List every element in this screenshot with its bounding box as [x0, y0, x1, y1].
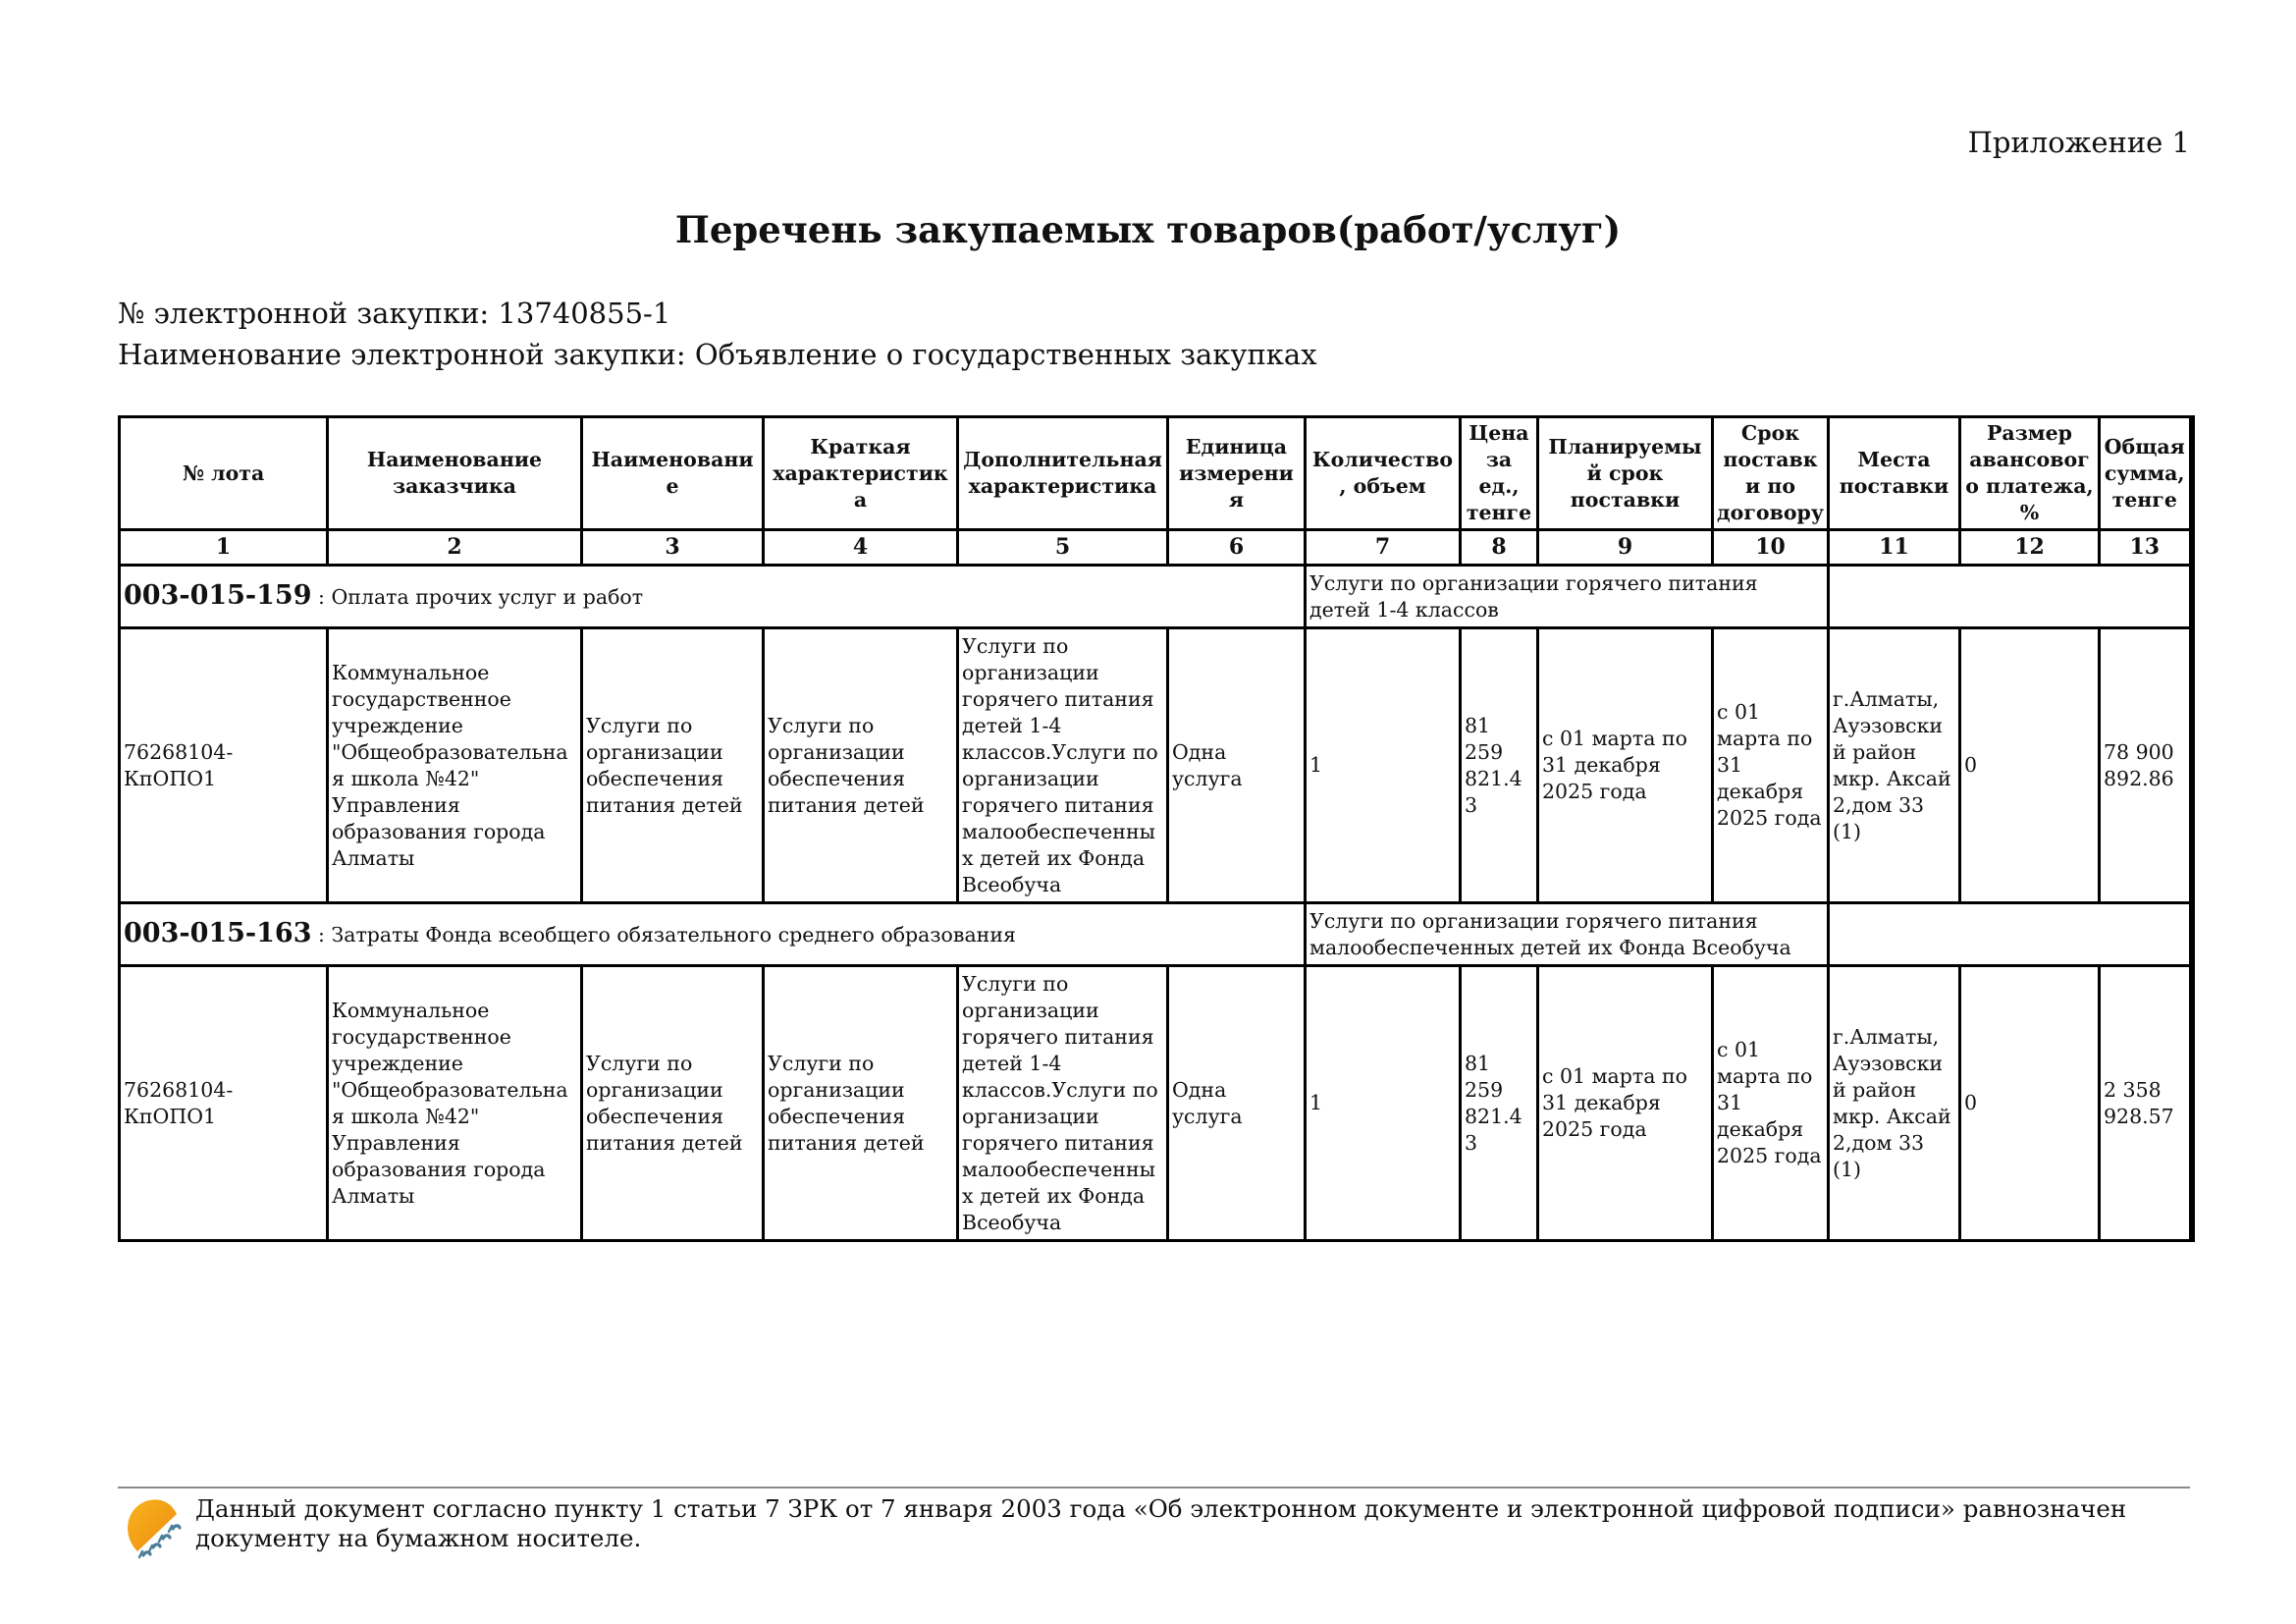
budget-description: Оплата прочих услуг и работ — [331, 585, 644, 609]
cell-total-sum: 78 900 892.86 — [2100, 628, 2192, 903]
cell-unit: Одна услуга — [1168, 628, 1306, 903]
cell-unit-price: 81 259 821.43 — [1461, 628, 1538, 903]
column-header: Срок поставки по договору — [1713, 417, 1829, 530]
cell-extra-description: Услуги по организации горячего питания детей 1-4 классов.Услуги по организации горячего питания малообеспеченных детей их Фонда Всеобуча — [958, 628, 1168, 903]
cell-delivery-place: г.Алматы, Ауэзовский район мкр. Аксай 2,дом 33 (1) — [1829, 628, 1960, 903]
cell-customer: Коммунальное государственное учреждение "Общеобразовательная школа №42" Управления образования города Алматы — [328, 966, 582, 1241]
cell-total-sum: 2 358 928.57 — [2100, 966, 2192, 1241]
budget-group-row — [120, 903, 2192, 966]
column-header: Краткая характеристика — [764, 417, 958, 530]
column-header: Количество, объем — [1306, 417, 1461, 530]
legal-notice: Данный документ согласно пункту 1 статьи 7 ЗРК от 7 января 2003 года «Об электронном документе и электронной цифровой подписи» равнозначен документу на бумажном носителе. — [195, 1494, 2127, 1552]
budget-separator: : — [311, 585, 332, 609]
group-service: Услуги по организации горячего питания детей 1-4 классов — [1306, 566, 1829, 628]
cell-advance-percent: 0 — [1960, 966, 2100, 1241]
column-header: Места поставки — [1829, 417, 1960, 530]
column-header: Цена за ед., тенге — [1461, 417, 1538, 530]
procurement-name-line — [118, 338, 1317, 371]
procurement-name-label: Наименование электронной закупки: — [118, 338, 686, 371]
cell-delivery-place: г.Алматы, Ауэзовский район мкр. Аксай 2,дом 33 (1) — [1829, 966, 1960, 1241]
cell-name: Услуги по организации обеспечения питания детей — [582, 628, 764, 903]
cell-contract-term: с 01 марта по 31 декабря 2025 года — [1713, 628, 1829, 903]
cell-planned-term: с 01 марта по 31 декабря 2025 года — [1538, 966, 1713, 1241]
cell-lot-number: 76268104-КпОПО1 — [120, 966, 328, 1241]
column-header: Дополнительная характеристика — [958, 417, 1168, 530]
budget-code: 003-015-159 — [124, 580, 312, 611]
budget-separator: : — [311, 923, 332, 947]
cell-lot-number: 76268104-КпОПО1 — [120, 628, 328, 903]
column-header: Наименование — [582, 417, 764, 530]
budget-group-row — [120, 566, 2192, 628]
column-number-row — [120, 530, 2192, 566]
cell-planned-term: с 01 марта по 31 декабря 2025 года — [1538, 628, 1713, 903]
cell-contract-term: с 01 марта по 31 декабря 2025 года — [1713, 966, 1829, 1241]
column-number: 12 — [1960, 530, 2100, 566]
column-number: 4 — [764, 530, 958, 566]
column-number: 13 — [2100, 530, 2192, 566]
cell-advance-percent: 0 — [1960, 628, 2100, 903]
column-number: 3 — [582, 530, 764, 566]
column-number: 8 — [1461, 530, 1538, 566]
cell-unit-price: 81 259 821.43 — [1461, 966, 1538, 1241]
group-empty-cell — [1829, 566, 2192, 628]
table-row — [120, 628, 2192, 903]
column-number: 6 — [1168, 530, 1306, 566]
column-number: 7 — [1306, 530, 1461, 566]
appendix-label: Приложение 1 — [1967, 126, 2190, 159]
column-number: 11 — [1829, 530, 1960, 566]
procurement-number-value: 13740855-1 — [498, 297, 671, 330]
cell-quantity: 1 — [1306, 628, 1461, 903]
budget-code: 003-015-163 — [124, 918, 312, 948]
column-header: Наименование заказчика — [328, 417, 582, 530]
column-header: Размер авансового платежа, % — [1960, 417, 2100, 530]
column-header: Общая сумма, тенге — [2100, 417, 2192, 530]
group-service: Услуги по организации горячего питания малообеспеченных детей их Фонда Всеобуча — [1306, 903, 1829, 966]
cell-customer: Коммунальное государственное учреждение "Общеобразовательная школа №42" Управления образования города Алматы — [328, 628, 582, 903]
column-number: 2 — [328, 530, 582, 566]
budget-group-cell — [120, 566, 1306, 628]
group-empty-cell — [1829, 903, 2192, 966]
cell-unit: Одна услуга — [1168, 966, 1306, 1241]
footer-divider — [118, 1487, 2190, 1489]
table-row — [120, 966, 2192, 1241]
lots-table — [118, 415, 2195, 1242]
budget-description: Затраты Фонда всеобщего обязательного среднего образования — [331, 923, 1016, 947]
cell-short-description: Услуги по организации обеспечения питания детей — [764, 628, 958, 903]
cell-quantity: 1 — [1306, 966, 1461, 1241]
header-row — [120, 417, 2192, 530]
column-header: Планируемый срок поставки — [1538, 417, 1713, 530]
column-number: 5 — [958, 530, 1168, 566]
procurement-number-line — [118, 297, 670, 330]
budget-group-cell — [120, 903, 1306, 966]
document-title: Перечень закупаемых товаров(работ/услуг) — [674, 208, 1622, 251]
procurement-number-label: № электронной закупки: — [118, 297, 490, 330]
cell-extra-description: Услуги по организации горячего питания детей 1-4 классов.Услуги по организации горячего питания малообеспеченных детей их Фонда Всеобуча — [958, 966, 1168, 1241]
egov-sun-logo-icon — [122, 1494, 187, 1559]
column-header: Единица измерения — [1168, 417, 1306, 530]
column-header: № лота — [120, 417, 328, 530]
procurement-name-value: Объявление о государственных закупках — [694, 338, 1317, 371]
column-number: 9 — [1538, 530, 1713, 566]
cell-name: Услуги по организации обеспечения питания детей — [582, 966, 764, 1241]
column-number: 10 — [1713, 530, 1829, 566]
column-number: 1 — [120, 530, 328, 566]
cell-short-description: Услуги по организации обеспечения питания детей — [764, 966, 958, 1241]
